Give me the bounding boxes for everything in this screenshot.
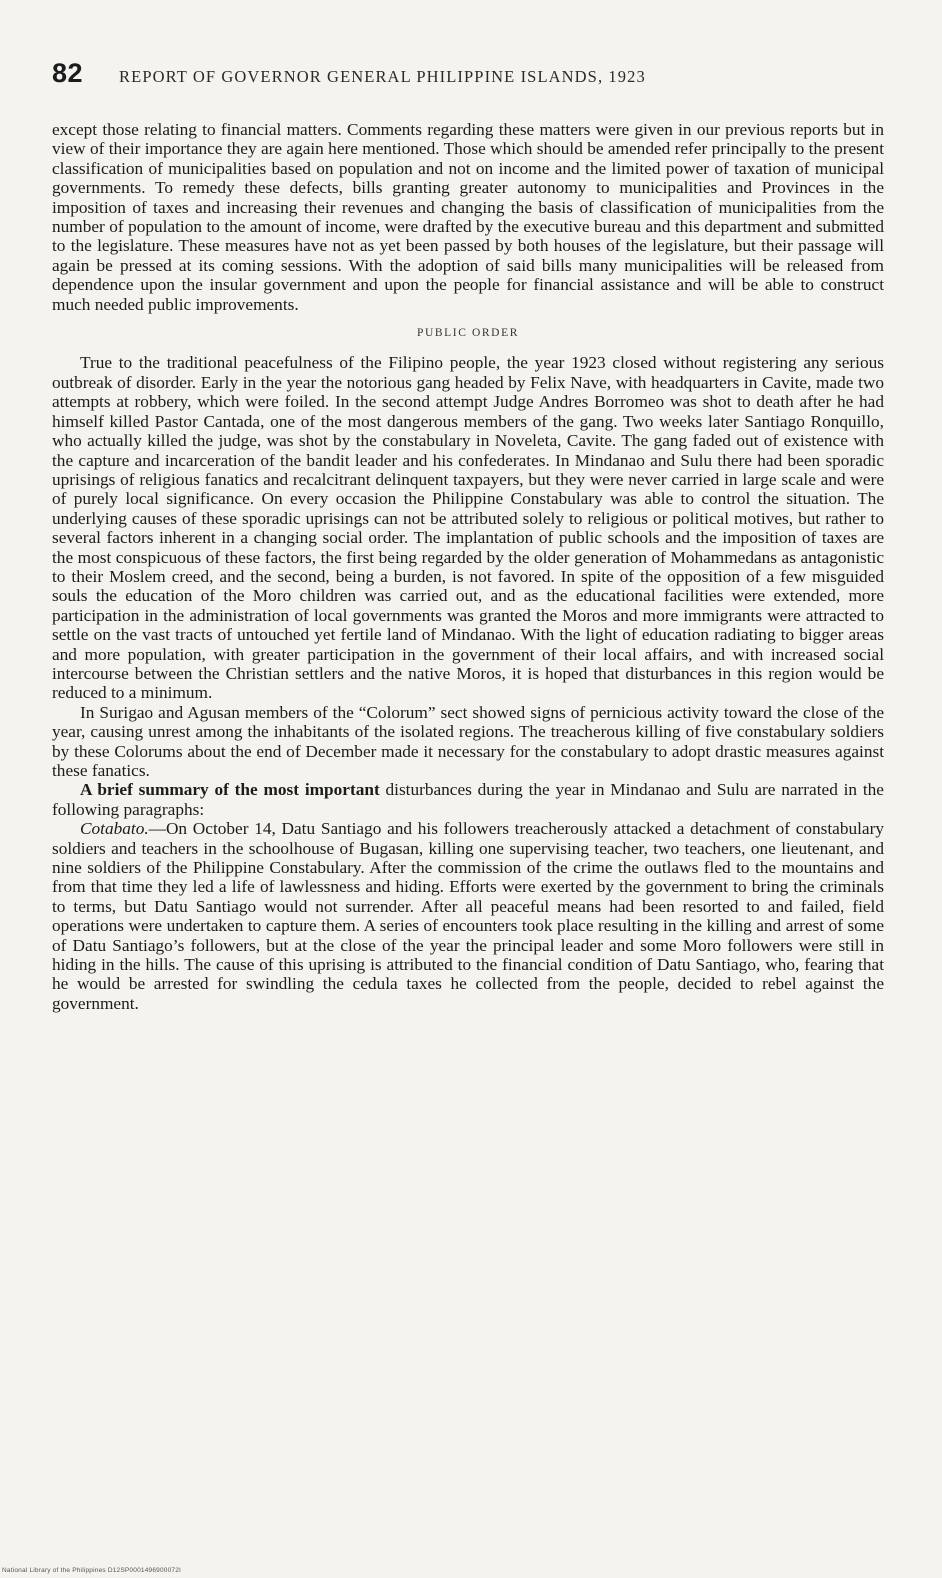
page-number: 82 — [52, 58, 84, 88]
summary-intro-bold: A brief summary of the most important — [80, 780, 380, 800]
paragraph-summary-intro — [52, 780, 884, 819]
cotabato-text: —On October 14, Datu Santiago and his followers treacherously attacked a detachment of constabulary soldiers and teachers in the schoolhouse of Bugasan, killing one supervising teacher, two teachers, one lieutenant, and nine soldiers of the Philippine Constabulary. After the commission of the crime the outlaws fled to the mountains and from that time they led a life of lawlessness and hiding. Efforts were exerted by the government to bring the criminals to terms, but Datu Santiago would not surrender. After all peaceful means had been resorted to and failed, field operations were undertaken to capture them. A series of encounters took place resulting in the killing and arrest of some of Datu Santiago’s followers, but at the close of the year the principal leader and some Moro followers were still in hiding in the hills. The cause of this uprising is attributed to the financial condition of Datu Santiago, who, fearing that he would be arrested for swindling the cedula taxes he collected from the people, decided to rebel against the government. — [52, 819, 884, 1013]
paragraph-cotabato — [52, 819, 884, 1013]
cotabato-lead: Cotabato. — [80, 819, 149, 839]
paragraph-public-order: True to the traditional peacefulness of the Filipino people, the year 1923 closed without registering any serious outbreak of disorder. Early in the year the notorious gang headed by Felix Nave, with headquarters in Cavite, made two attempts at robbery, which were foiled. In the second attempt Judge Andres Borromeo was shot to death after he had himself killed Pastor Cantada, one of the most dangerous members of the gang. Two weeks later Santiago Ronquillo, who actually killed the judge, was shot by the constabulary in Noveleta, Cavite. The gang faded out of existence with the capture and incarceration of the bandit leader and his confederates. In Mindanao and Sulu there had been sporadic uprisings of religious fanatics and recalcitrant delinquent taxpayers, but they were never carried in large scale and were of purely local significance. On every occasion the Philippine Constabulary was able to control the situation. The underlying causes of these sporadic uprisings can not be attributed solely to religious or political motives, but rather to several factors inherent in a changing social order. The implantation of public schools and the imposition of taxes are the most conspicuous of these factors, the first being regarded by the older generation of Mohammedans as antagonistic to their Moslem creed, and the second, being a burden, is not favored. In spite of the opposition of a few misguided souls the education of the Moro children was carried out, and as the educational facilities were extended, more participation in the administration of local governments was granted the Moros and more immigrants were attracted to settle on the vast tracts of untouched yet fertile land of Mindanao. With the light of education radiating to bigger areas and more population, with greater participation in the government of their local affairs, and with increased social intercourse between the Christian settlers and the native Moros, it is hoped that disturbances in this region would be reduced to a minimum. — [52, 353, 884, 703]
running-head: REPORT OF GOVERNOR GENERAL PHILIPPINE ISLANDS, 1923 — [119, 67, 646, 86]
paragraph-municipal-bills: except those relating to financial matters. Comments regarding these matters were given in our previous reports but in view of their importance they are again here mentioned. Those which should be amended refer principally to the present classification of municipalities based on population and not on income and the limited power of taxation of municipal governments. To remedy these defects, bills granting greater autonomy to municipalities and Provinces in the imposition of taxes and increasing their revenues and changing the basis of classification of municipalities from the number of population to the amount of income, were drafted by the executive bureau and this department and submitted to the legislature. These measures have not as yet been passed by both houses of the legislature, but their passage will again be pressed at its coming sessions. With the adoption of said bills many municipalities will be released from dependence upon the insular government and upon the people for financial assistance and will be able to construct much needed public improvements. — [52, 120, 884, 314]
summary-intro-rest: disturbances during the year in Mindanao and Sulu are narrated in the following paragraphs: — [52, 780, 884, 819]
page-header — [52, 58, 884, 98]
section-heading-public-order: PUBLIC ORDER — [417, 327, 519, 340]
paragraph-colorum: In Surigao and Agusan members of the “Colorum” sect showed signs of pernicious activity toward the close of the year, causing unrest among the inhabitants of the isolated regions. The treacherous killing of five constabulary soldiers by these Colorums about the end of December made it necessary for the constabulary to adopt drastic measures against these fanatics. — [52, 702, 884, 780]
scan-credit: National Library of the Philippines D12SP0001496900072I — [2, 1567, 182, 1574]
document-page — [52, 58, 884, 1013]
page-body — [52, 120, 884, 1013]
